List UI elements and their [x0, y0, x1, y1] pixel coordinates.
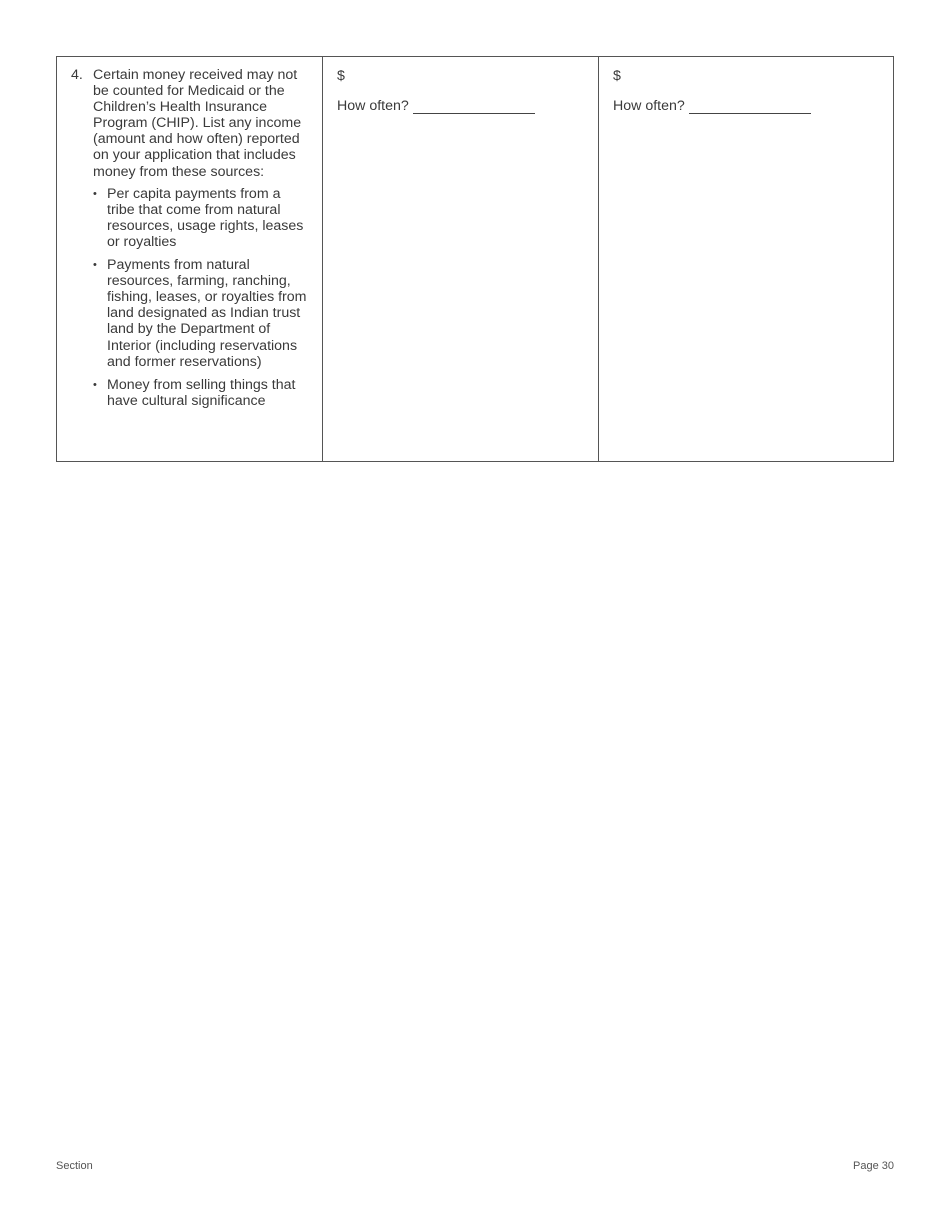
bullet-icon: • — [93, 378, 97, 391]
answer-cell-person-2[interactable] — [599, 57, 893, 461]
footer-section-label: Section — [56, 1160, 93, 1172]
how-often-row — [337, 98, 584, 114]
footer-page-number: Page 30 — [853, 1160, 894, 1172]
list-item-text: Per capita payments from a tribe that come from natural resources, usage rights, leases or royalties — [107, 185, 304, 250]
question-number: 4. — [71, 67, 83, 83]
list-item-text: Payments from natural resources, farming, ranching, fishing, leases, or royalties from land designated as Indian trust land by the Department of Interior (including reservations and former reservations) — [107, 257, 307, 370]
amount-dollar-sign: $ — [337, 68, 345, 84]
income-question-table — [56, 56, 894, 462]
list-item — [93, 257, 308, 370]
how-often-label: How often? — [337, 98, 409, 114]
question-text: Certain money received may not be counted for Medicaid or the Children’s Health Insurance Program (CHIP). List any income (amount and how often) reported on your application that includes money from these sources: — [93, 67, 302, 180]
how-often-row — [613, 98, 879, 114]
answer-cell-person-1[interactable] — [323, 57, 599, 461]
list-item — [93, 186, 308, 250]
list-item — [93, 377, 308, 409]
how-often-field[interactable] — [413, 98, 535, 114]
how-often-label: How often? — [613, 98, 685, 114]
question-cell — [57, 57, 323, 461]
bullet-icon: • — [93, 259, 97, 272]
income-source-list — [71, 186, 308, 409]
list-item-text: Money from selling things that have cultural significance — [107, 376, 296, 409]
amount-dollar-sign: $ — [613, 68, 621, 84]
how-often-field[interactable] — [689, 98, 811, 114]
question-4 — [71, 67, 308, 180]
bullet-icon: • — [93, 187, 97, 200]
